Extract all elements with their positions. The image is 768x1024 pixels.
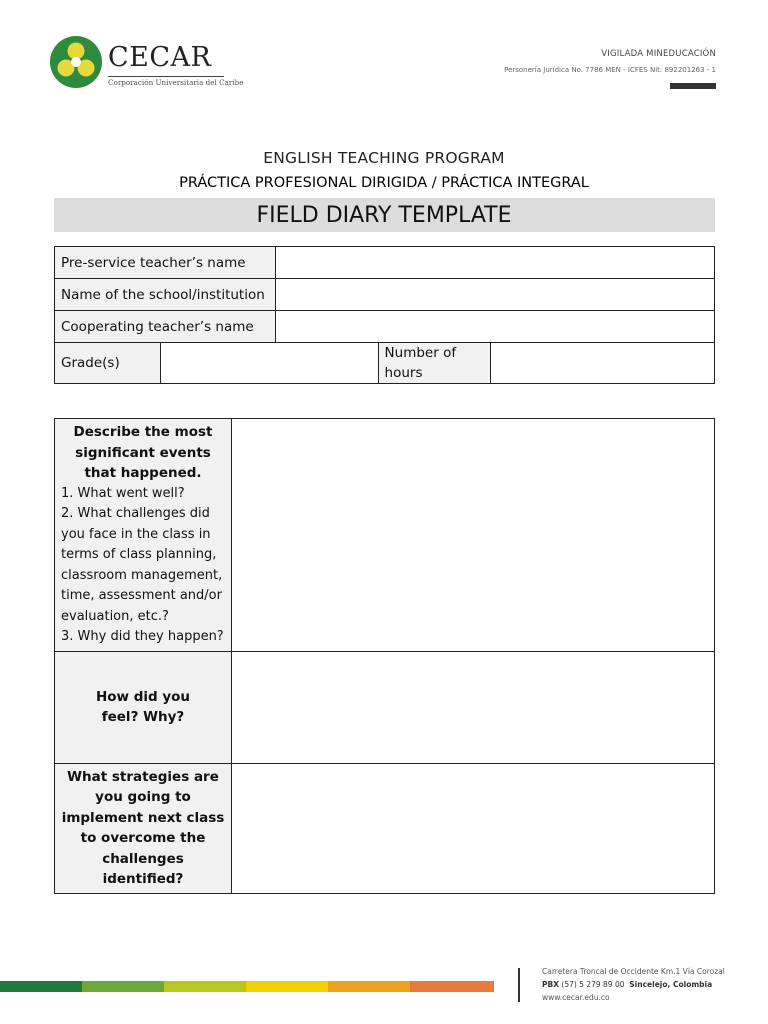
preservice-label: Pre-service teacher’s name	[55, 247, 276, 279]
strategies-question	[55, 763, 232, 893]
table-row	[55, 419, 715, 652]
logo-rule	[108, 76, 224, 77]
pbx-label: PBX	[542, 980, 559, 989]
school-label: Name of the school/institution	[55, 279, 276, 311]
info-table	[54, 246, 715, 384]
vigilada-text: VIGILADA MINEDUCACIÓN	[601, 49, 716, 59]
table-row	[55, 279, 715, 311]
preservice-name-field[interactable]	[275, 247, 714, 279]
stripe-segment	[410, 981, 494, 992]
pbx-number: (57) 5 279 89 00	[561, 980, 625, 989]
table-row	[55, 343, 715, 384]
events-heading: Describe the most significant events that happened.	[73, 424, 213, 481]
table-row	[55, 311, 715, 343]
events-answer-field[interactable]	[232, 419, 715, 652]
stripe-segment	[164, 981, 246, 992]
footer-website[interactable]: www.cecar.edu.co	[542, 993, 610, 1002]
program-title: ENGLISH TEACHING PROGRAM	[263, 149, 505, 167]
events-item-3: 3. Why did they happen?	[61, 629, 224, 644]
feelings-question	[55, 651, 232, 763]
hours-field[interactable]	[491, 343, 715, 384]
grade-field[interactable]	[160, 343, 378, 384]
logo-name: CECAR	[108, 42, 212, 73]
footer-phone	[542, 980, 712, 989]
stripe-segment	[246, 981, 328, 992]
feelings-answer-field[interactable]	[232, 651, 715, 763]
events-item-2: 2. What challenges did you face in the class in terms of class planning, classroom management, time, assessment and/or evaluation, etc.?	[61, 506, 223, 624]
footer-address: Carretera Troncal de Occidente Km.1 Vía Corozal	[542, 967, 725, 976]
school-name-field[interactable]	[275, 279, 714, 311]
events-question	[55, 419, 232, 652]
footer-city: Sincelejo, Colombia	[629, 980, 713, 989]
strategies-heading: What strategies are you going to implement next class to overcome the challenges identified?	[61, 768, 225, 887]
footer-divider	[518, 968, 520, 1002]
cooperating-label: Cooperating teacher’s name	[55, 311, 276, 343]
logo-emblem-icon	[48, 34, 104, 90]
stripe-segment	[82, 981, 164, 992]
header-accent-bar	[670, 83, 716, 89]
cecar-logo	[48, 34, 244, 94]
reflection-table	[54, 418, 715, 894]
hours-label: Number of hours	[378, 343, 491, 384]
stripe-segment	[328, 981, 410, 992]
table-row	[55, 247, 715, 279]
feelings-heading: How did you feel? Why?	[95, 688, 191, 725]
cooperating-name-field[interactable]	[275, 311, 714, 343]
table-row	[55, 651, 715, 763]
table-row	[55, 763, 715, 893]
events-item-1: 1. What went well?	[61, 485, 185, 501]
logo-subtitle: Corporación Universitaria del Caribe	[108, 78, 244, 87]
strategies-answer-field[interactable]	[232, 763, 715, 893]
grade-label: Grade(s)	[55, 343, 161, 384]
personeria-text: Personería Jurídica No. 7786 MEN - ICFES Nit: 892201263 - 1	[504, 66, 716, 74]
field-diary-title: FIELD DIARY TEMPLATE	[256, 203, 512, 228]
practica-title: PRÁCTICA PROFESIONAL DIRIGIDA / PRÁCTICA INTEGRAL	[179, 175, 589, 191]
stripe-segment	[0, 981, 82, 992]
